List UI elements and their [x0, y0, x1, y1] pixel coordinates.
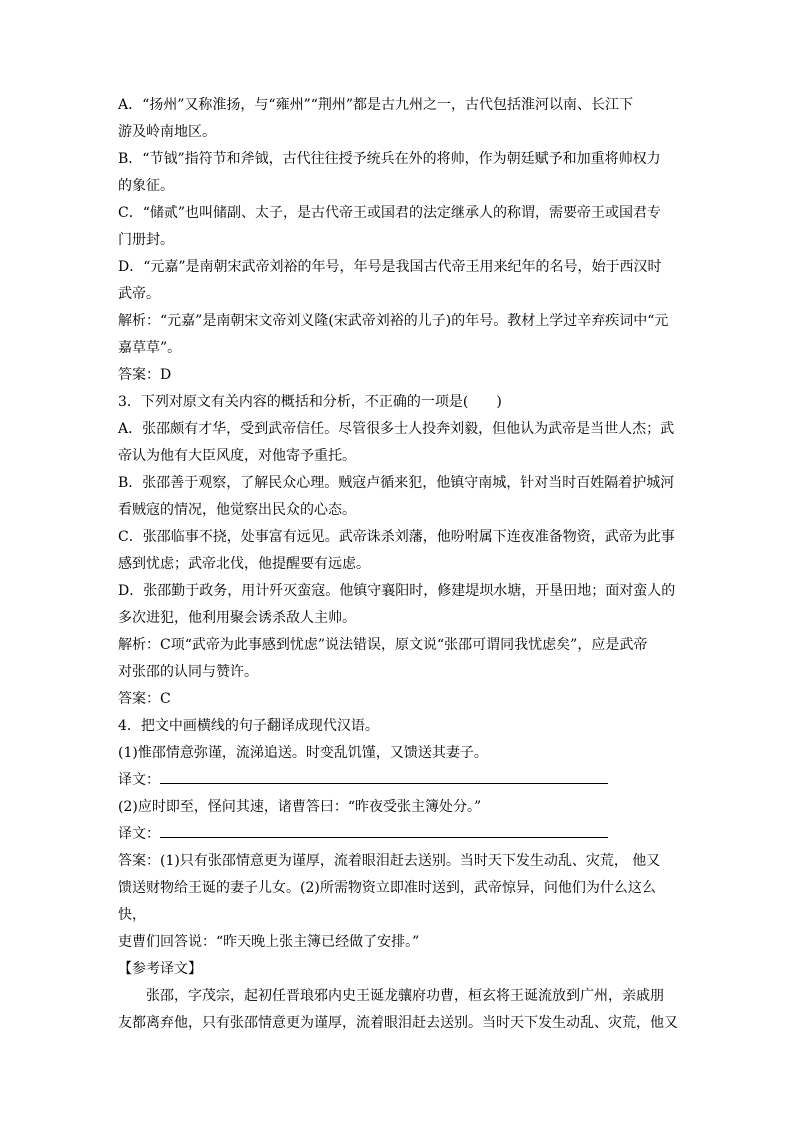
reference-line-1: 张邵，字茂宗，起初任晋琅邪内史王诞龙骧府功曹，桓玄将王诞流放到广州，亲戚朋 [146, 988, 664, 1004]
answer-4-line-2: 馈送财物给王诞的妻子儿女。(2)所需物资立即准时送到，武帝惊异，问他们为什么这么快， [118, 880, 656, 923]
q3-option-a-line-1: A．张邵颇有才华，受到武帝信任。尽管很多士人投奔刘毅，但他认为武帝是当世人杰；武 [118, 421, 675, 437]
option-d-line-1: D．“元嘉”是南朝宋武帝刘裕的年号，年号是我国古代帝王用来纪年的名号，始于西汉时 [118, 259, 662, 275]
reference-line-2: 友都离弃他，只有张邵情意更为谨厚，流着眼泪赶去送别。当时天下发生动乱、灾荒，他又 [118, 1015, 678, 1031]
q3-option-c-line-1: C．张邵临事不挠，处事富有远见。武帝诛杀刘藩，他吩咐属下连夜准备物资，武帝为此事 [118, 529, 675, 545]
option-c-line-2: 门册封。 [118, 232, 174, 248]
analysis-3-line-2: 对张邵的认同与赞许。 [118, 664, 258, 680]
answer-4-line-3: 吏曹们回答说：“昨天晚上张主簿已经做了安排。” [118, 934, 420, 950]
q3-option-c-line-2: 感到忧虑；武帝北伐，他提醒要有远虑。 [118, 556, 370, 572]
option-b-line-1: B．“节钺”指符节和斧钺，古代往往授予统兵在外的将帅，作为朝廷赋予和加重将帅权力 [118, 151, 661, 167]
option-a-line-1: A．“扬州”又称淮扬，与“雍州”“荆州”都是古九州之一，古代包括淮河以南、长江下 [118, 97, 634, 113]
analysis-2-line-1: 解析：“元嘉”是南朝宋文帝刘义隆(宋武帝刘裕的儿子)的年号。教材上学过辛弃疾词中“元 [118, 313, 669, 329]
question-4: 4．把文中画横线的句子翻译成现代汉语。 [118, 718, 379, 734]
q3-option-b-line-2: 看贼寇的情况，他觉察出民众的心态。 [118, 502, 356, 518]
question-3: 3．下列对原文有关内容的概括和分析，不正确的一项是( ) [118, 394, 502, 410]
option-c-line-1: C．“储贰”也叫储副、太子，是古代帝王或国君的法定继承人的称谓，需要帝王或国君专 [118, 205, 662, 221]
option-a-line-2: 游及岭南地区。 [118, 124, 216, 140]
q3-option-d-line-1: D．张邵勤于政务，用计歼灭蛮寇。他镇守襄阳时，修建堤坝水塘，开垦田地；面对蛮人的 [118, 583, 676, 599]
q4-translation-1-label: 译文： [118, 772, 160, 788]
answer-3: 答案：C [118, 691, 171, 707]
q4-translation-1-row [118, 767, 680, 794]
option-b-line-2: 的象征。 [118, 178, 174, 194]
q3-option-a-line-2: 帝认为他有大臣风度，对他寄予重托。 [118, 448, 356, 464]
q4-translation-2-row [118, 821, 680, 848]
analysis-2-line-2: 嘉草草”。 [118, 340, 182, 356]
reference-translation-title: 【参考译文】 [118, 961, 202, 977]
q4-translation-2-label: 译文： [118, 826, 160, 842]
translation-blank-1[interactable] [160, 768, 608, 784]
answer-4-line-1: 答案：(1)只有张邵情意更为谨厚，流着眼泪赶去送别。当时天下发生动乱、灾荒， 他又 [118, 853, 661, 869]
analysis-3-line-1: 解析：C项“武帝为此事感到忧虑”说法错误，原文说“张邵可谓同我忧虑矣”，应是武帝 [118, 637, 648, 653]
option-d-line-2: 武帝。 [118, 286, 160, 302]
document-body [118, 92, 680, 1037]
q4-sentence-1: (1)惟邵情意弥谨，流涕追送。时变乱饥馑，又馈送其妻子。 [118, 745, 488, 761]
q3-option-b-line-1: B．张邵善于观察，了解民众心理。贼寇卢循来犯，他镇守南城，针对当时百姓隔着护城河 [118, 475, 675, 491]
translation-blank-2[interactable] [160, 822, 608, 838]
q3-option-d-line-2: 多次进犯，他利用聚会诱杀敌人主帅。 [118, 610, 356, 626]
q4-sentence-2: (2)应时即至，怪问其速，诸曹答曰：“昨夜受张主簿处分。” [118, 799, 482, 815]
answer-2: 答案：D [118, 367, 172, 383]
